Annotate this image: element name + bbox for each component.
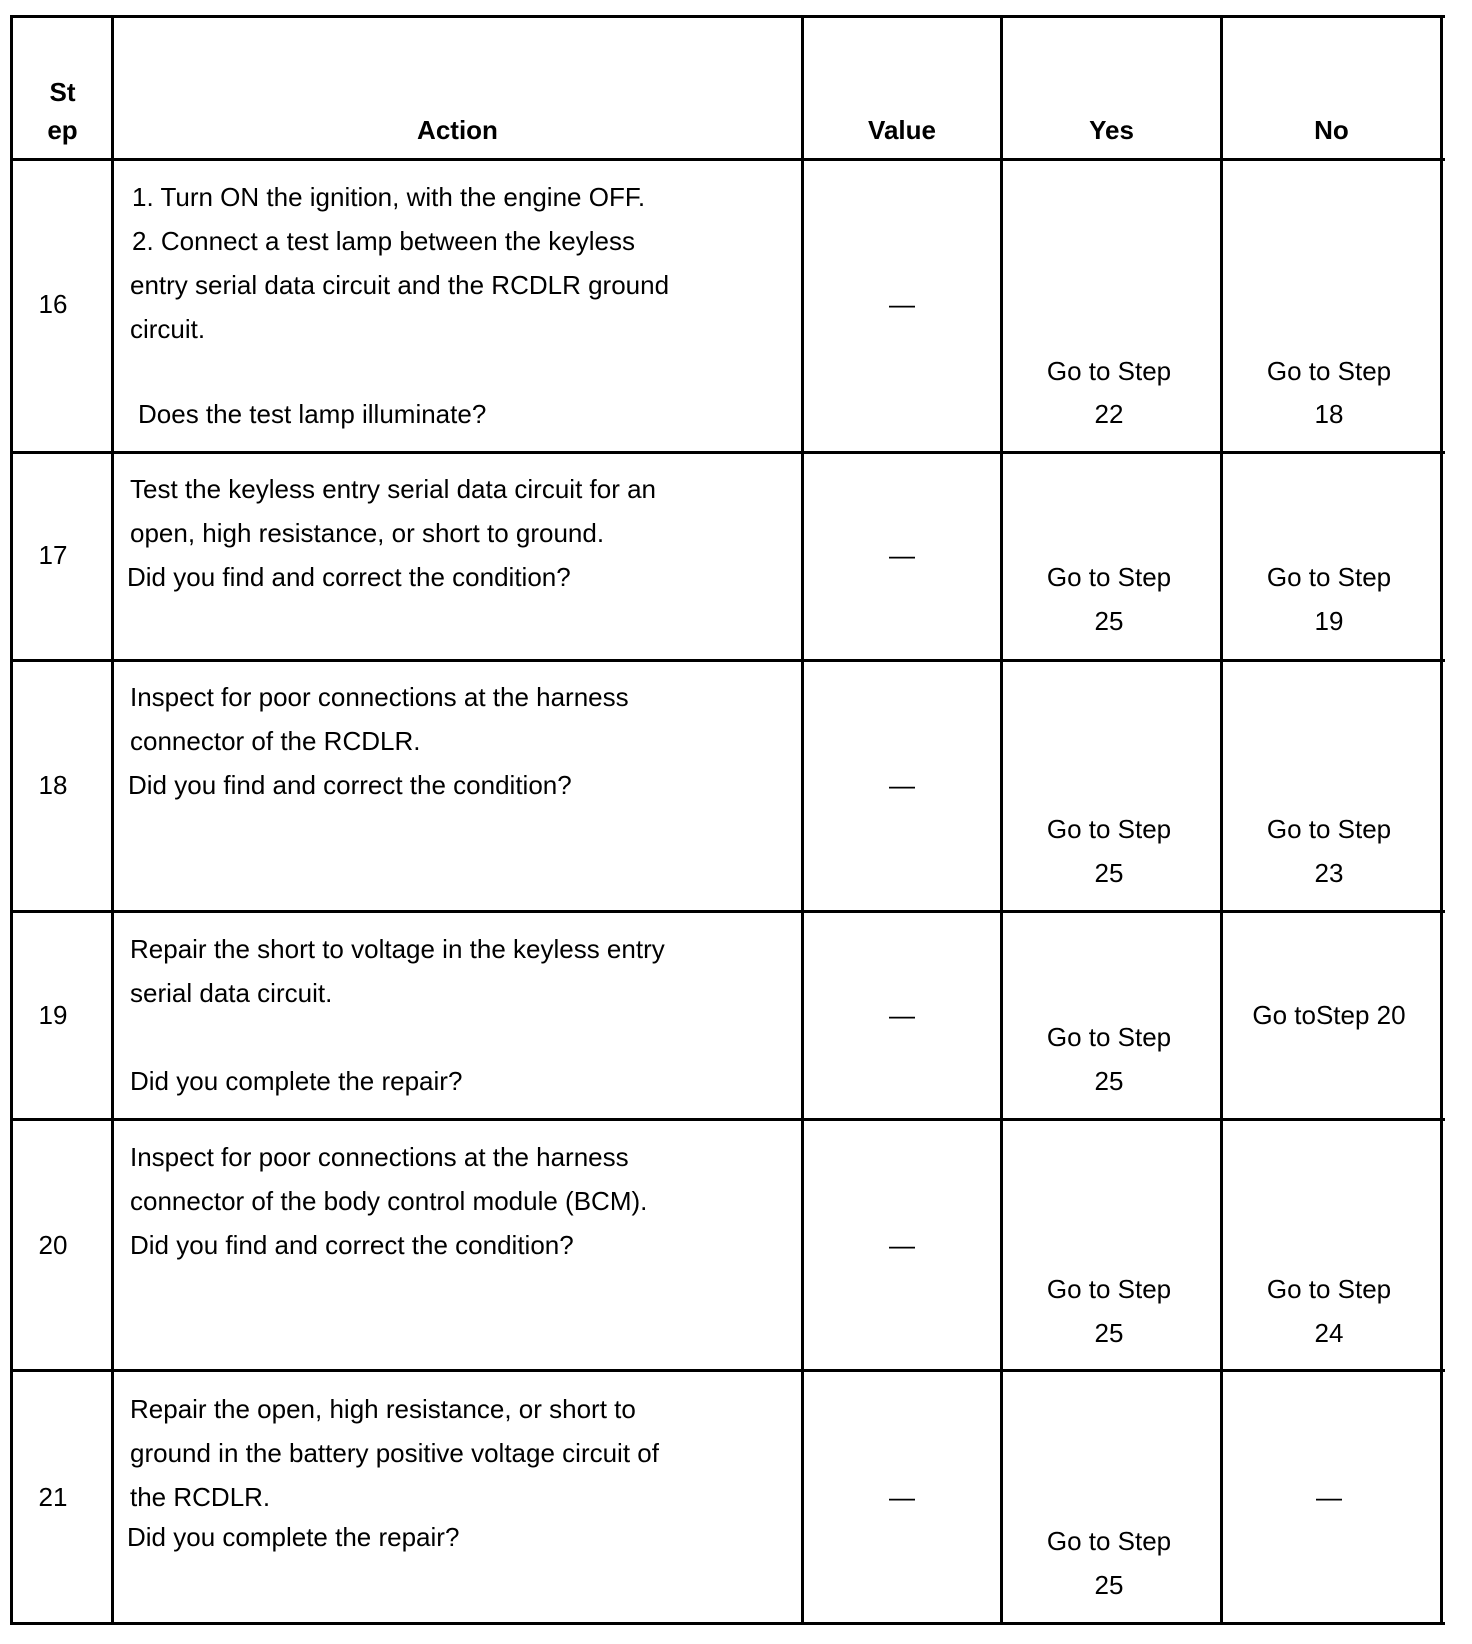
header-no: No: [1314, 115, 1349, 145]
no-cell: Go to Step: [1266, 814, 1392, 844]
header-action: Action: [417, 115, 498, 145]
yes-cell: 25: [1094, 1318, 1124, 1348]
action-line: connector of the RCDLR.: [130, 726, 421, 756]
header-step: ep: [47, 115, 78, 145]
action-line: Repair the short to voltage in the keyless entry: [130, 934, 665, 964]
step-number: 21: [38, 1482, 68, 1512]
yes-cell: Go to Step: [1046, 356, 1172, 386]
header-step: St: [49, 77, 76, 107]
action-line: Repair the open, high resistance, or short to: [130, 1394, 636, 1424]
action-line: ground in the battery positive voltage circuit of: [130, 1438, 659, 1468]
no-cell: —: [1316, 1482, 1342, 1512]
action-line: circuit.: [130, 314, 206, 344]
table-border-right: [1440, 15, 1443, 1625]
action-line: Did you complete the repair?: [130, 1066, 463, 1096]
no-cell: 18: [1314, 399, 1344, 429]
step-number: 20: [38, 1230, 68, 1260]
yes-cell: Go to Step: [1046, 562, 1172, 592]
row-rule: [10, 1369, 1445, 1372]
action-line: Inspect for poor connections at the harness: [130, 682, 629, 712]
row-rule: [10, 659, 1445, 662]
row-rule: [10, 1118, 1445, 1121]
yes-cell: 25: [1094, 606, 1124, 636]
yes-cell: Go to Step: [1046, 1274, 1172, 1304]
step-number: 19: [38, 1000, 68, 1030]
action-line: 1. Turn ON the ignition, with the engine OFF.: [132, 182, 646, 212]
column-rule: [111, 15, 114, 1625]
header-rule: [10, 158, 1445, 161]
step-number: 16: [38, 289, 68, 319]
value-cell: —: [889, 540, 915, 570]
action-line: Does the test lamp illuminate?: [138, 399, 487, 429]
action-line: Inspect for poor connections at the harness: [130, 1142, 629, 1172]
column-rule: [801, 15, 804, 1625]
yes-cell: Go to Step: [1046, 1022, 1172, 1052]
yes-cell: 25: [1094, 1570, 1124, 1600]
no-cell: 24: [1314, 1318, 1344, 1348]
action-line: Did you complete the repair?: [127, 1522, 460, 1552]
value-cell: —: [889, 1230, 915, 1260]
yes-cell: 25: [1094, 858, 1124, 888]
row-rule: [10, 910, 1445, 913]
header-yes: Yes: [1089, 115, 1134, 145]
step-number: 18: [38, 770, 68, 800]
value-cell: —: [889, 1482, 915, 1512]
step-number: 17: [38, 540, 68, 570]
table-border-left: [10, 15, 13, 1625]
row-rule: [10, 451, 1445, 454]
table-border-top: [10, 15, 1445, 18]
table-border-bottom: [10, 1622, 1445, 1625]
no-cell: Go to Step: [1266, 562, 1392, 592]
action-line: Did you find and correct the condition?: [128, 770, 572, 800]
action-line: Test the keyless entry serial data circuit for an: [130, 474, 657, 504]
no-cell: Go toStep 20: [1252, 1000, 1406, 1030]
yes-cell: 22: [1094, 399, 1124, 429]
action-line: serial data circuit.: [130, 978, 333, 1008]
action-line: 2. Connect a test lamp between the keyless: [132, 226, 635, 256]
value-cell: —: [889, 289, 915, 319]
action-line: Did you find and correct the condition?: [130, 1230, 574, 1260]
yes-cell: 25: [1094, 1066, 1124, 1096]
header-value: Value: [868, 115, 936, 145]
action-line: Did you find and correct the condition?: [127, 562, 571, 592]
value-cell: —: [889, 770, 915, 800]
value-cell: —: [889, 1000, 915, 1030]
action-line: entry serial data circuit and the RCDLR ground: [130, 270, 670, 300]
action-line: the RCDLR.: [130, 1482, 271, 1512]
no-cell: 23: [1314, 858, 1344, 888]
yes-cell: Go to Step: [1046, 1526, 1172, 1556]
yes-cell: Go to Step: [1046, 814, 1172, 844]
action-line: open, high resistance, or short to ground.: [130, 518, 605, 548]
action-line: connector of the body control module (BCM).: [130, 1186, 648, 1216]
no-cell: Go to Step: [1266, 1274, 1392, 1304]
no-cell: 19: [1314, 606, 1344, 636]
no-cell: Go to Step: [1266, 356, 1392, 386]
